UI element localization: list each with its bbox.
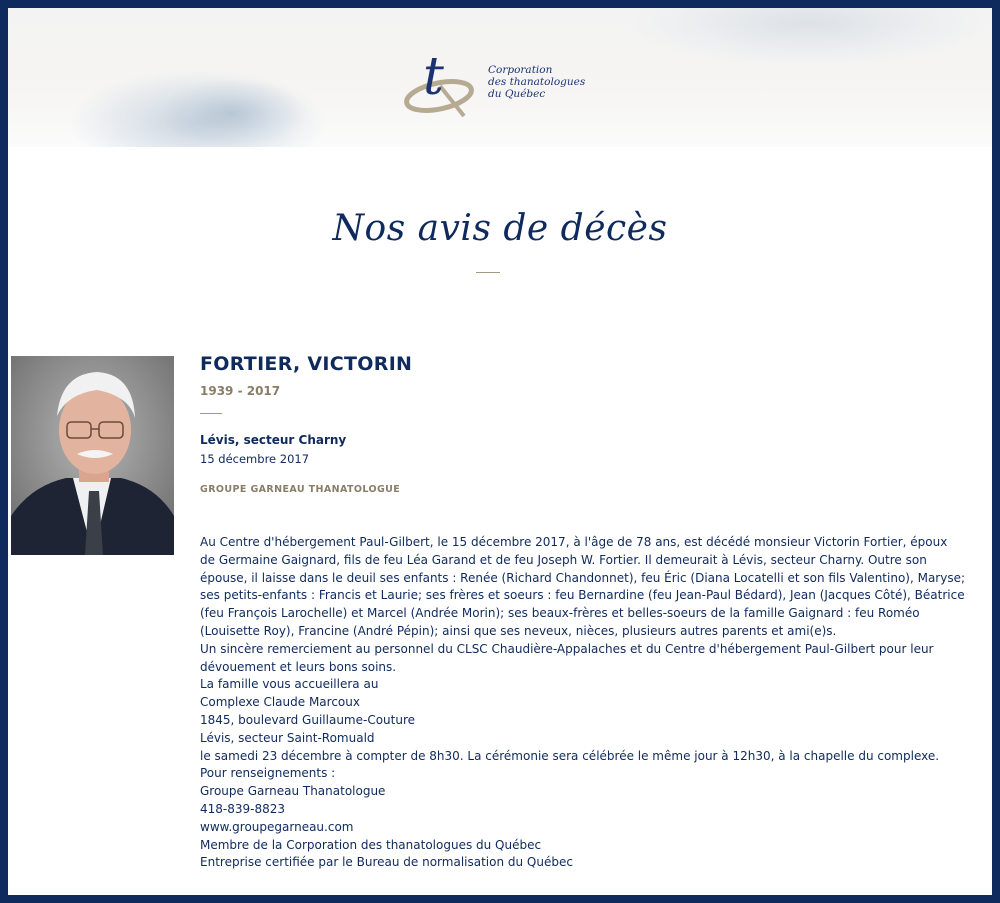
org-name-line1: Corporation [488,64,553,76]
portrait-photo [11,356,174,555]
contact-phone: 418-839-8823 [200,801,286,816]
obituary-paragraph: Au Centre d'hébergement Paul-Gilbert, le 15 décembre 2017, à l'âge de 78 ans, est décédé monsieur Victorin Fortier, époux de Germaine Gaignard, fils de feu Léa Garand et de feu Joseph W. Fortier. Il demeurait à Lévis, secteur Charny. Outre son épouse, il laisse dans le deuil ses enfants : Renée (Richard Chandonnet), feu Éric (Diana Locatelli et son fils Valentino), Maryse; ses petits-enfants : Francis et Laurie; ses frères et soeurs : feu Bernardine (feu Jean-Paul Bédard), Jean (Jacques Côté), Béatrice (feu François Larochelle) et Marcel (Andrée Morin); ses beaux-frères et belles-soeurs de la famille Gaignard : feu Roméo (Louisette Roy), Francine (André Pépin); ainsi que ses neveux, nièces, plusieurs autres parents et ami(e)s. [200,535,966,638]
cloud-decoration [158,78,308,147]
organization-name [488,64,585,100]
page-title: Nos avis de décès [332,208,668,249]
cloud-decoration [628,8,988,68]
org-name-line3: du Québec [488,88,546,100]
venue-sector: Lévis, secteur Saint-Romuald [200,730,375,745]
visitation-intro: La famille vous accueillera au [200,677,379,692]
funeral-home-name: GROUPE GARNEAU THANATOLOGUE [200,484,401,495]
certification-note: Entreprise certifiée par le Bureau de normalisation du Québec [200,855,573,870]
deceased-name: FORTIER, VICTORIN [200,353,413,375]
venue-address: 1845, boulevard Guillaume-Couture [200,712,416,727]
header-banner [8,8,992,147]
contact-website: www.groupegarneau.com [200,819,354,834]
obituary-text [200,534,966,872]
death-date: 15 décembre 2017 [200,452,310,466]
section-divider [200,413,222,414]
residence-location: Lévis, secteur Charny [200,433,347,447]
org-name-line2: des thanatologues [488,76,586,88]
title-divider [476,272,500,273]
ceremony-schedule: le samedi 23 décembre à compter de 8h30. La cérémonie sera célébrée le même jour à 12h30, à la chapelle du complexe. Pour renseignements : [200,748,940,781]
membership-note: Membre de la Corporation des thanatologues du Québec [200,837,542,852]
thanks-paragraph: Un sincère remerciement au personnel du CLSC Chaudière-Appalaches et du Centre d'hébergement Paul-Gilbert pour leur dévouement et leurs bons soins. [200,641,934,674]
logo-icon[interactable] [404,46,474,120]
venue-name: Complexe Claude Marcoux [200,695,360,710]
logo-letter: t [423,47,444,107]
contact-name: Groupe Garneau Thanatologue [200,784,386,799]
life-years: 1939 - 2017 [200,384,281,398]
